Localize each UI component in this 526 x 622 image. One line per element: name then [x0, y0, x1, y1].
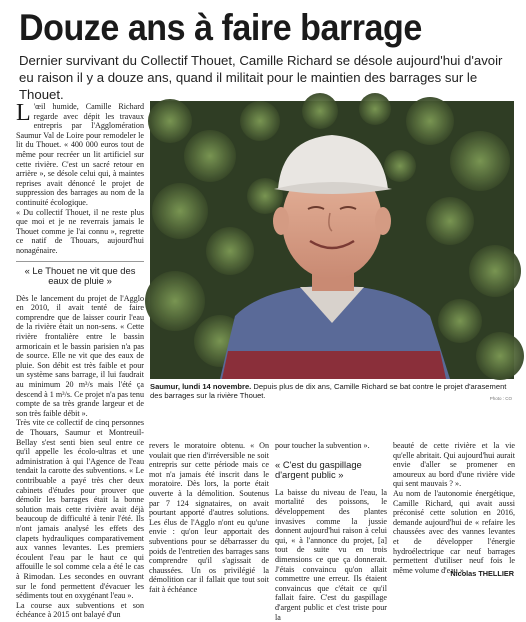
paragraph-text: 'œil humide, Camille Richard regarde avec dépit les travaux entrepris par l'Agglomération Saumur Val de Loire pour remodeler le lit du Thouet. « 400 000 euros tout de même pour recréer un lit artificiel sur cette rivière. C'est un sacré retour en arrière », se désole celui qui, à maintes reprises avait dénoncé le projet de suppression des barrages au nom de la continuité écologique. [16, 102, 144, 207]
portrait-illustration [150, 101, 514, 379]
paragraph: La course aux subventions et son échéance à 2015 ont balayé d'un [16, 600, 144, 620]
caption-text: Depuis plus de dix ans, Camille Richard se bat contre le projet d'arasement des barrages sur la rivière Thouet. [150, 382, 507, 401]
paragraph [16, 102, 144, 208]
paragraph: « Du collectif Thouet, il ne reste plus que moi et je ne reverrais jamais le Thouet comme je l'ai connu », regrette ce natif de Thouars, aujourd'hui nonagénaire. [16, 207, 144, 255]
paragraph: revers le moratoire obtenu. « On voulait que rien d'irréversible ne soit entrepris sur cette période mais ce mot n'a jamais été inscrit dans le moratoire. Dès lors, la porte était ouverte à la démolition. Soutenus par 7 124 signataires, on avait pourtant apporté d'autres solutions. Les élus de l'Agglo n'ont eu qu'une envie : qu'on leur apportait des subventions pour se débarrasser du poids de l'entretien des barrages sans comprendre qu'il s'agissait de chaussées. Un os privilégié la démolition car il fallait que tout soit fait à échéance [149, 441, 269, 594]
paragraph: La baisse du niveau de l'eau, la mortalité des poissons, le développement des plantes invasives comme la jussie donnent aujourd'hui raison à celui qui, « à l'annonce du projet, [a] tout de suite vu en trois dimensions ce que ça donnerait. J'étais convaincu qu'on allait commettre une erreur. Ils étaient convaincus que c'était ce qu'il fallait faire. C'est du gaspillage d'argent public et c'est triste pour la [275, 487, 387, 622]
headline: Douze ans à faire barrage [19, 7, 422, 48]
byline: Nicolas THELLIER [450, 569, 514, 578]
caption-lead: Saumur, lundi 14 novembre. [150, 382, 252, 391]
paragraph: Dès le lancement du projet de l'Agglo en 2010, il avait tenté de faire comprendre que de laisser courir l'eau de la rivière était un non-sens. « Cette rivière frontalière entre le bassin armoricain et le bassin parisien n'a pas de source. Elle ne vit que des eaux de pluie. Son débit est très faible et pour un système sans barrage, il lui faudrait au minimum 20 m³/s mais l'été ça descend à 1 m³/s. Ce projet n'a pas tenu compte de sa très grande largeur et de son très faible débit ». [16, 293, 144, 418]
intertitle: « Le Thouet ne vit que des eaux de pluie » [16, 261, 144, 290]
standfirst: Dernier survivant du Collectif Thouet, Camille Richard se désole aujourd'hui d'avoir eu raison il y a douze ans, quand il militait pour le maintien des barrages sur le Thouet. [19, 53, 503, 102]
article-column-2 [149, 441, 269, 594]
paragraph: Au nom de l'autonomie énergétique, Camille Richard, qui avait aussi préconisé cette solution en 2016, demande aujourd'hui de « refaire les chaussées avec des vannes levantes et de développer l'énergie hydroélectrique car neuf barrages permettent d'utiliser neuf fois le même volume d'eau ». [393, 488, 515, 575]
article-column-1 [16, 100, 144, 620]
intertitle: « C'est du gaspillage d'argent public » [275, 458, 362, 481]
photo-credit: Photo : CO [489, 396, 512, 401]
photo-caption [150, 382, 514, 401]
portrait-photo [150, 101, 514, 379]
paragraph: Très vite ce collectif de cinq personnes de Thouars, Saumur et Montreuil-Bellay s'est senti bien seul entre ce qu'il appelle les écolo-ultras et une administration à qui l'Agence de l'eau tendait la carotte des subventions. « Le contribuable a payé très cher deux cabinets d'études pour prouver que démolir les barrages était la bonne solution mais cette rivière avait déjà beaucoup de difficulté à tenir l'été. Ils n'ont jamais analysé les effets des clapets hydrauliques comparativement aux vannes levantes. Les premiers écoulent l'eau par le haut ce qui affouille le sol comme cela a été le cas à Rimodan. Les secondes en ouvrant sur le fond permettent d'évacuer les sédiments tout en oxygénant l'eau ». [16, 418, 144, 601]
paragraph: pour toucher la subvention ». [275, 441, 370, 450]
sweater-stripe [222, 351, 446, 379]
paragraph: beauté de cette rivière et la vie qu'elle abritait. Qui aujourd'hui aurait envie d'aller se promener en amoureux au bord d'une rivière vide qui sent mauvais ? ». [393, 441, 515, 489]
article-column-4 [393, 441, 515, 582]
drop-cap: L [16, 100, 31, 126]
article-column-3 [275, 441, 387, 622]
